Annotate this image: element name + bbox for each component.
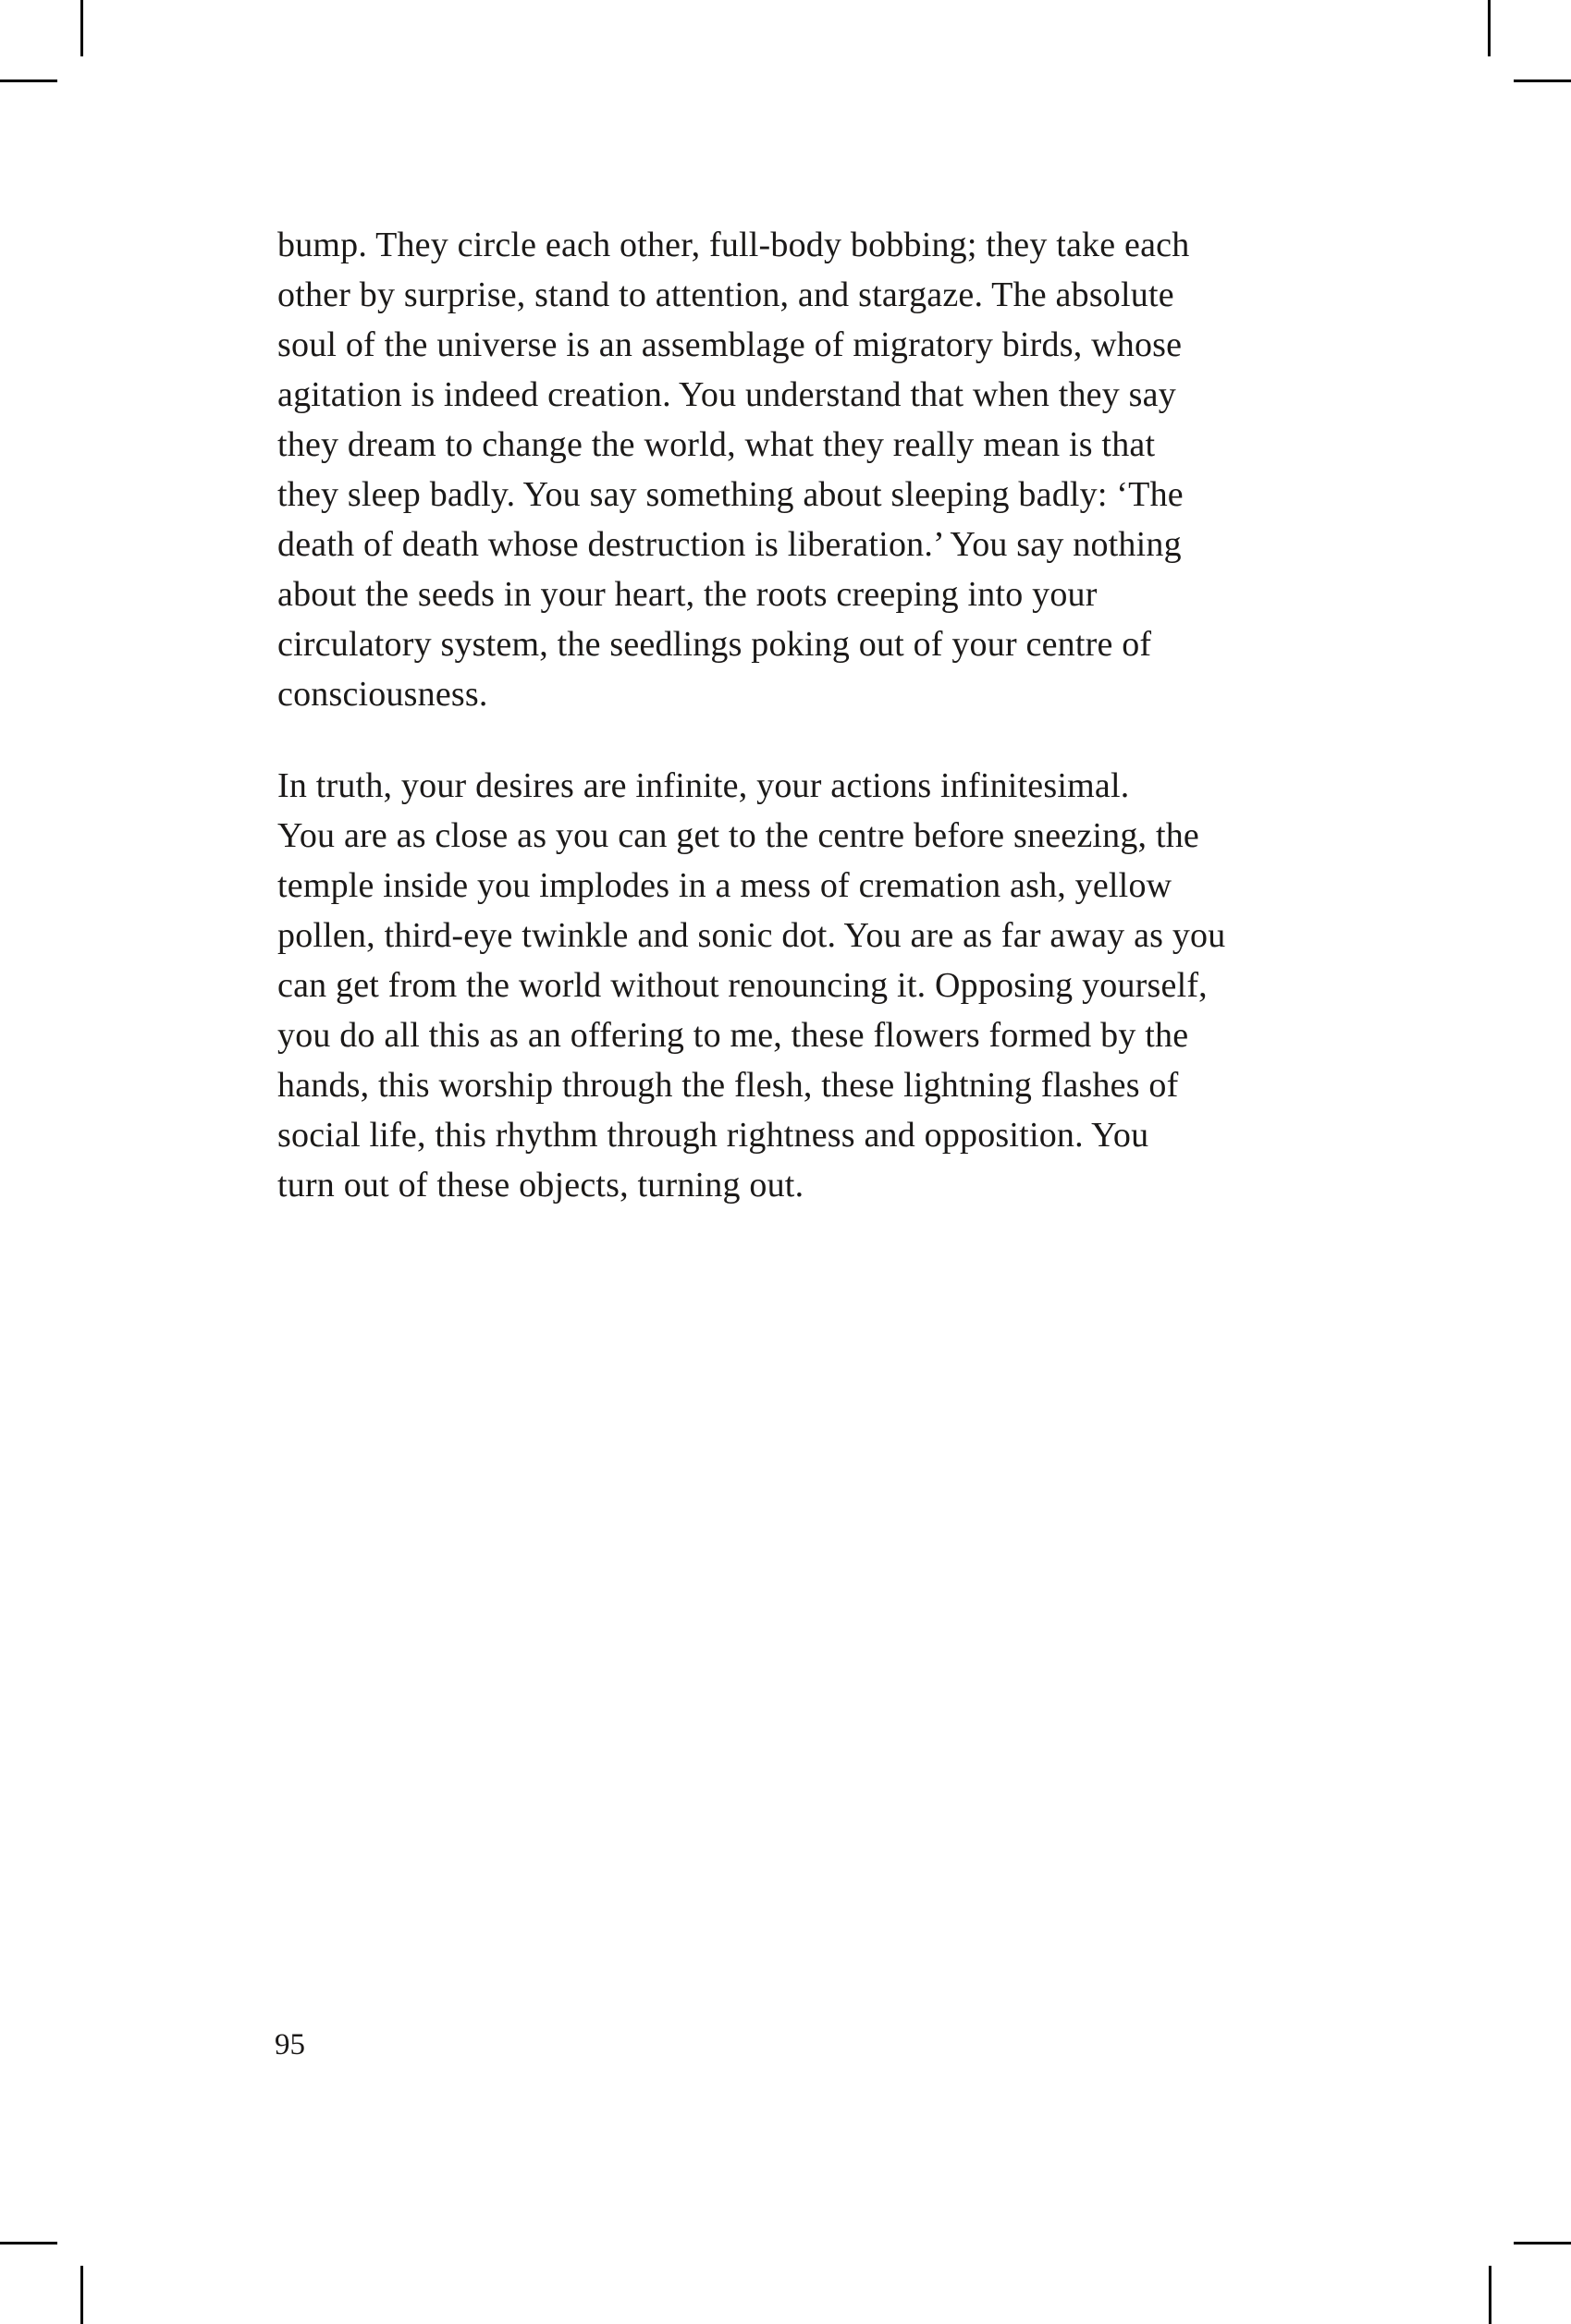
text-line: they sleep badly. You say something about sleeping badly: ‘The — [277, 475, 1184, 514]
text-line: they dream to change the world, what they really mean is that — [277, 425, 1156, 464]
text-line: can get from the world without renouncing it. Opposing yourself, — [277, 966, 1208, 1005]
text-line: bump. They circle each other, full-body bobbing; they take each — [277, 226, 1190, 264]
text-line: about the seeds in your heart, the roots creeping into your — [277, 575, 1098, 614]
text-line: you do all this as an offering to me, these flowers formed by the — [277, 1016, 1189, 1055]
text-line: hands, this worship through the flesh, these lightning flashes of — [277, 1066, 1179, 1105]
text-line: circulatory system, the seedlings poking out of your centre of — [277, 625, 1152, 664]
crop-mark-bottom-left-vertical — [80, 2266, 83, 2324]
crop-mark-top-right-vertical — [1488, 0, 1491, 56]
text-line: pollen, third-eye twinkle and sonic dot. You are as far away as you — [277, 916, 1226, 955]
paragraph-1 — [277, 220, 1350, 719]
text-line: You are as close as you can get to the centre before sneezing, the — [277, 816, 1199, 855]
page-number: 95 — [275, 2028, 305, 2061]
text-line: social life, this rhythm through rightness and opposition. You — [277, 1116, 1149, 1155]
crop-mark-bottom-right-horizontal — [1514, 2242, 1571, 2244]
text-line: soul of the universe is an assemblage of migratory birds, whose — [277, 325, 1183, 364]
crop-mark-top-left-horizontal — [0, 80, 57, 82]
paragraph-2 — [277, 761, 1350, 1210]
text-line: In truth, your desires are infinite, your actions infinitesimal. — [277, 766, 1130, 805]
crop-mark-top-left-vertical — [80, 0, 83, 56]
body-text — [277, 220, 1350, 1210]
text-line: temple inside you implodes in a mess of cremation ash, yellow — [277, 866, 1172, 905]
text-line: other by surprise, stand to attention, and stargaze. The absolute — [277, 275, 1174, 314]
text-line: consciousness. — [277, 675, 488, 714]
text-line: turn out of these objects, turning out. — [277, 1166, 804, 1205]
text-line: agitation is indeed creation. You understand that when they say — [277, 375, 1176, 414]
text-line: death of death whose destruction is liberation.’ You say nothing — [277, 525, 1182, 564]
crop-mark-bottom-left-horizontal — [0, 2242, 57, 2244]
crop-mark-top-right-horizontal — [1514, 80, 1571, 82]
crop-mark-bottom-right-vertical — [1489, 2266, 1491, 2324]
